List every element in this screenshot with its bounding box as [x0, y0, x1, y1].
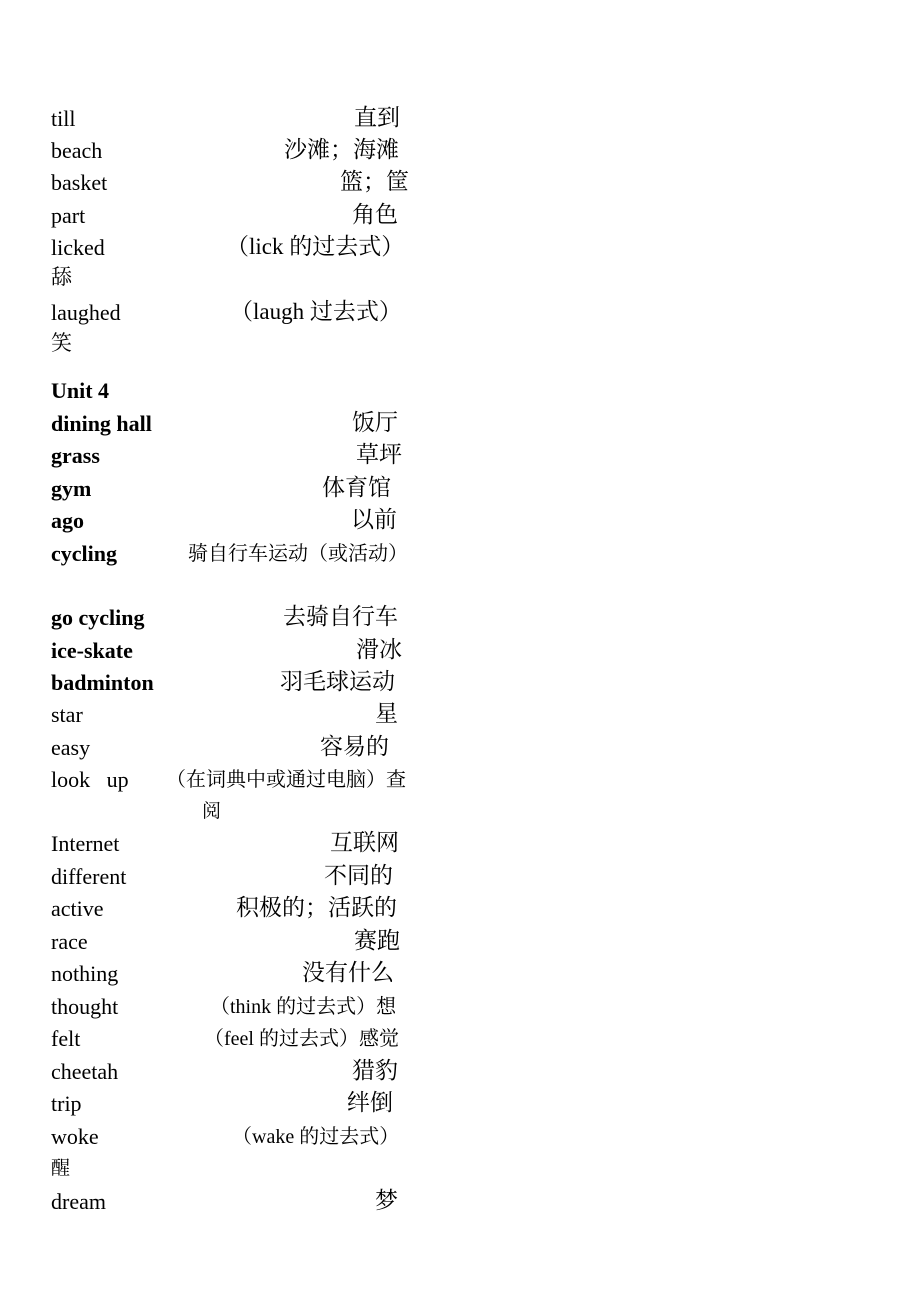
vocab-row: [0, 298, 920, 330]
term-chinese: 沙滩；海滩: [284, 137, 399, 162]
term-chinese: 去骑自行车: [283, 604, 398, 629]
vocab-row: [0, 894, 920, 926]
term-chinese: 积极的；活跃的: [236, 895, 397, 920]
vocab-row: [0, 441, 920, 473]
term-english: laughed: [51, 300, 121, 325]
term-chinese-continued: 舔: [51, 265, 72, 289]
unit-heading: Unit 4: [51, 378, 110, 403]
term-english: cheetah: [51, 1059, 119, 1084]
term-english: gym: [51, 476, 92, 501]
term-english: felt: [51, 1026, 81, 1051]
vocab-row: [0, 765, 920, 797]
vocab-row: [0, 539, 920, 571]
term-english: dining hall: [51, 411, 152, 436]
term-english: ice-skate: [51, 638, 133, 663]
term-english: beach: [51, 138, 103, 163]
vocab-row: [0, 201, 920, 233]
term-chinese-continued: 醒: [51, 1158, 71, 1179]
vocab-row: [0, 1187, 920, 1219]
vocab-row: [0, 233, 920, 265]
vocab-row: [0, 1122, 920, 1154]
term-chinese: 体育馆: [322, 475, 391, 500]
term-english: look up: [51, 767, 129, 792]
term-chinese: 骑自行车运动（或活动）: [188, 543, 408, 565]
term-english: star: [51, 702, 83, 727]
term-english: ago: [51, 508, 84, 533]
term-english: dream: [51, 1189, 106, 1214]
term-chinese: （在词典中或通过电脑）查: [166, 769, 406, 791]
vocab-row: [0, 700, 920, 732]
term-chinese: 不同的: [324, 863, 393, 888]
term-chinese: （lick 的过去式）: [226, 234, 405, 259]
term-english: go cycling: [51, 605, 145, 630]
term-english: grass: [51, 443, 100, 468]
term-english: easy: [51, 735, 91, 760]
vocab-row: [0, 1024, 920, 1056]
vocab-row: [0, 636, 920, 668]
term-chinese: 直到: [354, 105, 400, 130]
term-chinese: 互联网: [330, 830, 399, 855]
vocab-row: [0, 474, 920, 506]
vocab-row: [0, 603, 920, 635]
term-chinese: 容易的: [320, 734, 389, 759]
term-chinese: 羽毛球运动: [280, 669, 395, 694]
vocab-row: [0, 829, 920, 861]
term-chinese: （think 的过去式）想: [210, 996, 397, 1018]
term-english: thought: [51, 994, 119, 1019]
vocab-row: [0, 104, 920, 136]
vocab-row: [0, 506, 920, 538]
term-chinese: （wake 的过去式）: [232, 1126, 400, 1148]
term-chinese: 梦: [375, 1188, 398, 1213]
term-english: nothing: [51, 961, 119, 986]
term-english: cycling: [51, 541, 117, 566]
vocab-row: [0, 409, 920, 441]
term-english: part: [51, 203, 86, 228]
term-english: active: [51, 896, 104, 921]
term-chinese-continued: 笑: [51, 331, 72, 355]
term-chinese: （laugh 过去式）: [230, 299, 402, 324]
term-chinese: 赛跑: [354, 928, 400, 953]
term-chinese: 滑冰: [356, 637, 402, 662]
vocab-row: [0, 1057, 920, 1089]
term-chinese: 草坪: [356, 442, 402, 467]
term-chinese-continued: 阅: [202, 801, 222, 822]
term-chinese: 没有什么: [302, 960, 394, 985]
term-english: badminton: [51, 670, 154, 695]
term-chinese: 星: [375, 701, 398, 726]
vocab-row: [0, 136, 920, 168]
term-chinese: 以前: [351, 507, 397, 532]
term-chinese: 篮；筐: [340, 169, 409, 194]
term-english: till: [51, 106, 76, 131]
term-chinese: 绊倒: [347, 1090, 393, 1115]
term-english: trip: [51, 1091, 82, 1116]
term-chinese: 猎豹: [352, 1058, 398, 1083]
term-english: woke: [51, 1124, 99, 1149]
term-english: different: [51, 864, 127, 889]
term-chinese: 饭厅: [352, 410, 398, 435]
vocab-row: [0, 733, 920, 765]
vocab-row: [0, 992, 920, 1024]
vocab-row: [0, 1089, 920, 1121]
vocab-row: [0, 668, 920, 700]
term-english: Internet: [51, 831, 120, 856]
term-chinese: （feel 的过去式）感觉: [204, 1028, 399, 1050]
term-english: basket: [51, 170, 108, 195]
term-english: race: [51, 929, 88, 954]
vocab-row: [0, 168, 920, 200]
term-english: licked: [51, 235, 105, 260]
vocab-row: [0, 927, 920, 959]
vocab-row: [0, 959, 920, 991]
vocab-row: [0, 862, 920, 894]
term-chinese: 角色: [352, 202, 398, 227]
